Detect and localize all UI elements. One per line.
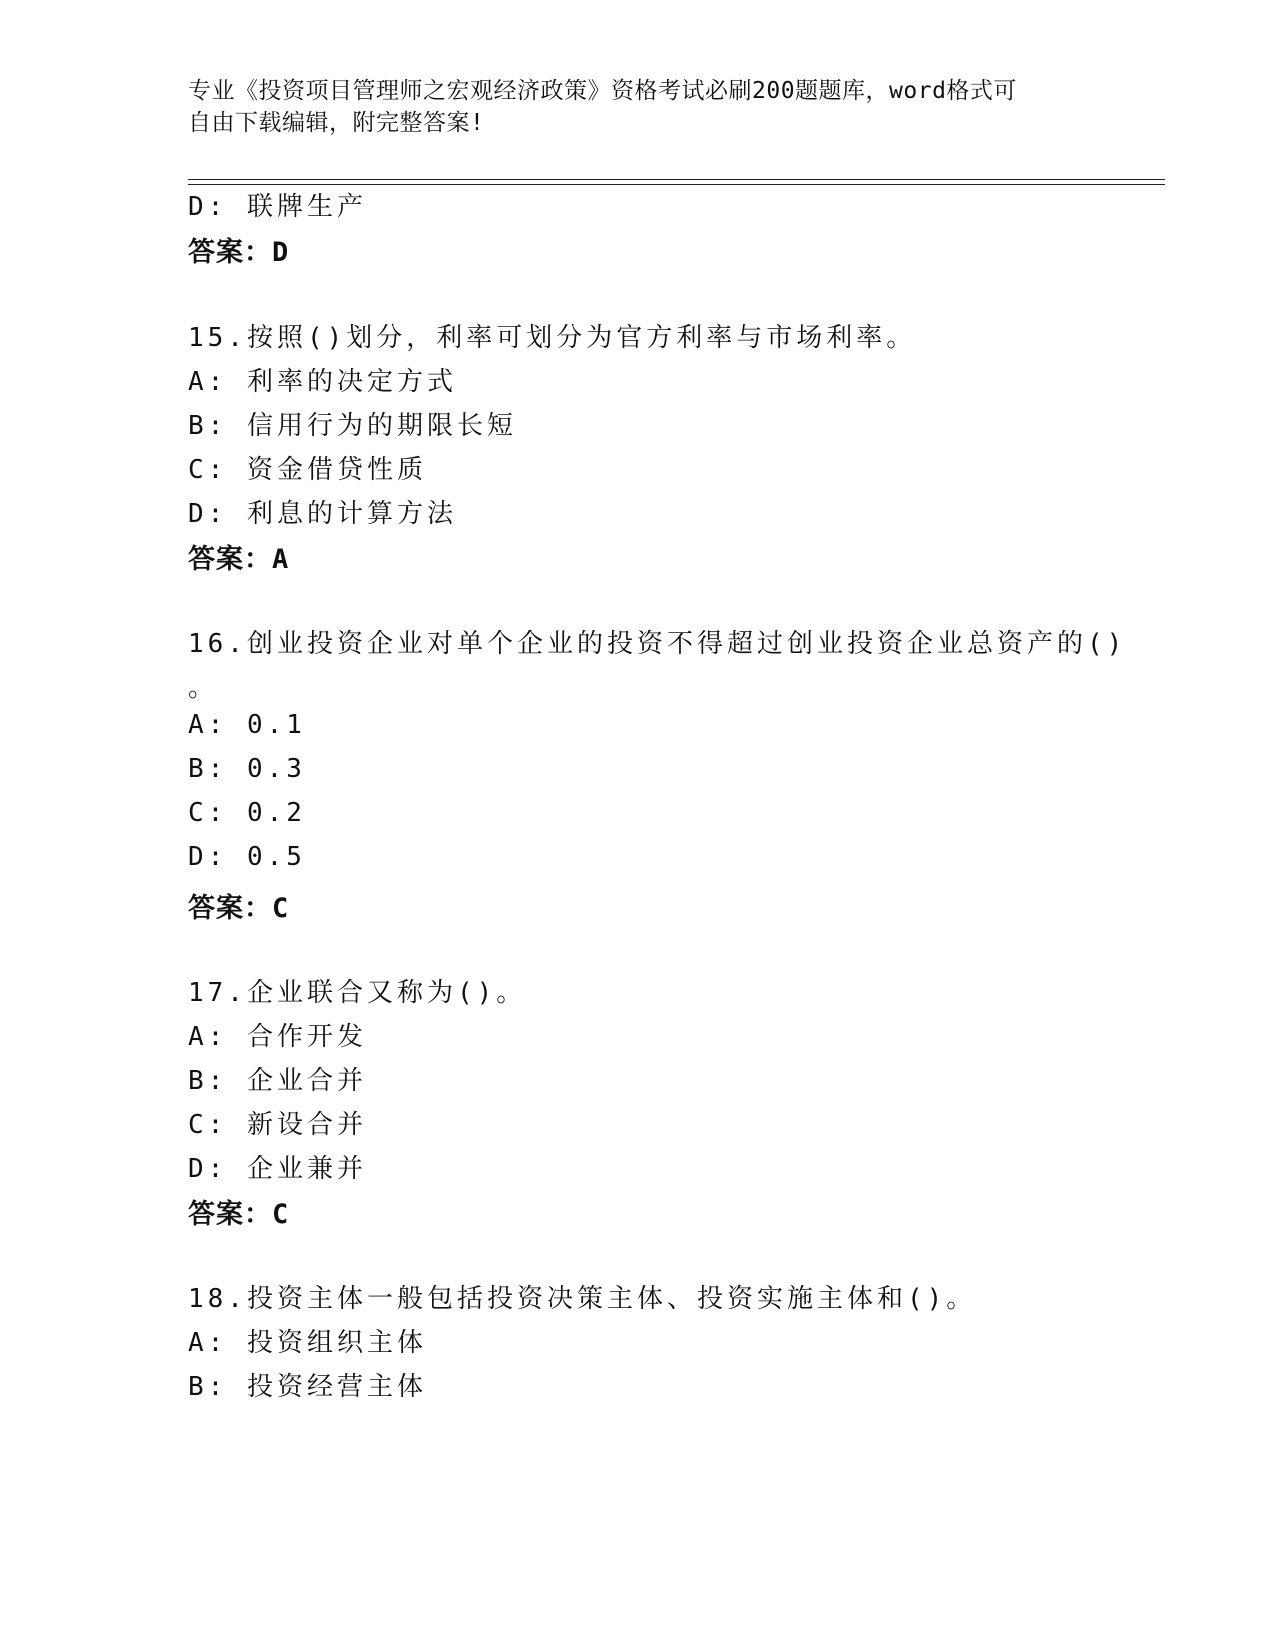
q15-answer: 答案：A xyxy=(188,544,290,575)
q15-option-a: A: 利率的决定方式 xyxy=(188,367,457,397)
q17-option-c: C: 新设合并 xyxy=(188,1110,367,1140)
q16-option-b: B: 0.3 xyxy=(188,754,306,784)
q15-option-b: B: 信用行为的期限长短 xyxy=(188,411,517,441)
q16-answer: 答案：C xyxy=(188,893,290,924)
q17-answer: 答案：C xyxy=(188,1199,290,1230)
header-line-1: 专业《投资项目管理师之宏观经济政策》资格考试必刷200题题库，word格式可 xyxy=(188,78,1017,104)
header-line-2: 自由下载编辑，附完整答案! xyxy=(188,110,485,136)
q15-option-d: D: 利息的计算方法 xyxy=(188,499,457,529)
q17-option-d: D: 企业兼并 xyxy=(188,1154,367,1184)
header-divider-top xyxy=(188,179,1165,180)
prev-answer: 答案：D xyxy=(188,237,290,268)
q17-option-b: B: 企业合并 xyxy=(188,1066,367,1096)
header-divider-bottom xyxy=(188,184,1165,185)
prev-option-d: D: 联牌生产 xyxy=(188,192,367,222)
q17-option-a: A: 合作开发 xyxy=(188,1022,367,1052)
q18-option-b: B: 投资经营主体 xyxy=(188,1372,427,1402)
q17-stem: 17.企业联合又称为()。 xyxy=(188,978,527,1008)
q18-stem: 18.投资主体一般包括投资决策主体、投资实施主体和()。 xyxy=(188,1284,977,1314)
document-header xyxy=(188,75,1088,139)
q15-stem: 15.按照()划分，利率可划分为官方利率与市场利率。 xyxy=(188,323,917,353)
q16-option-d: D: 0.5 xyxy=(188,842,306,872)
q16-option-c: C: 0.2 xyxy=(188,798,306,828)
q18-option-a: A: 投资组织主体 xyxy=(188,1328,427,1358)
q15-option-c: C: 资金借贷性质 xyxy=(188,455,427,485)
q16-option-a: A: 0.1 xyxy=(188,710,306,740)
q16-stem-continuation: 。 xyxy=(188,673,219,703)
q16-stem: 16.创业投资企业对单个企业的投资不得超过创业投资企业总资产的() xyxy=(188,629,1127,659)
